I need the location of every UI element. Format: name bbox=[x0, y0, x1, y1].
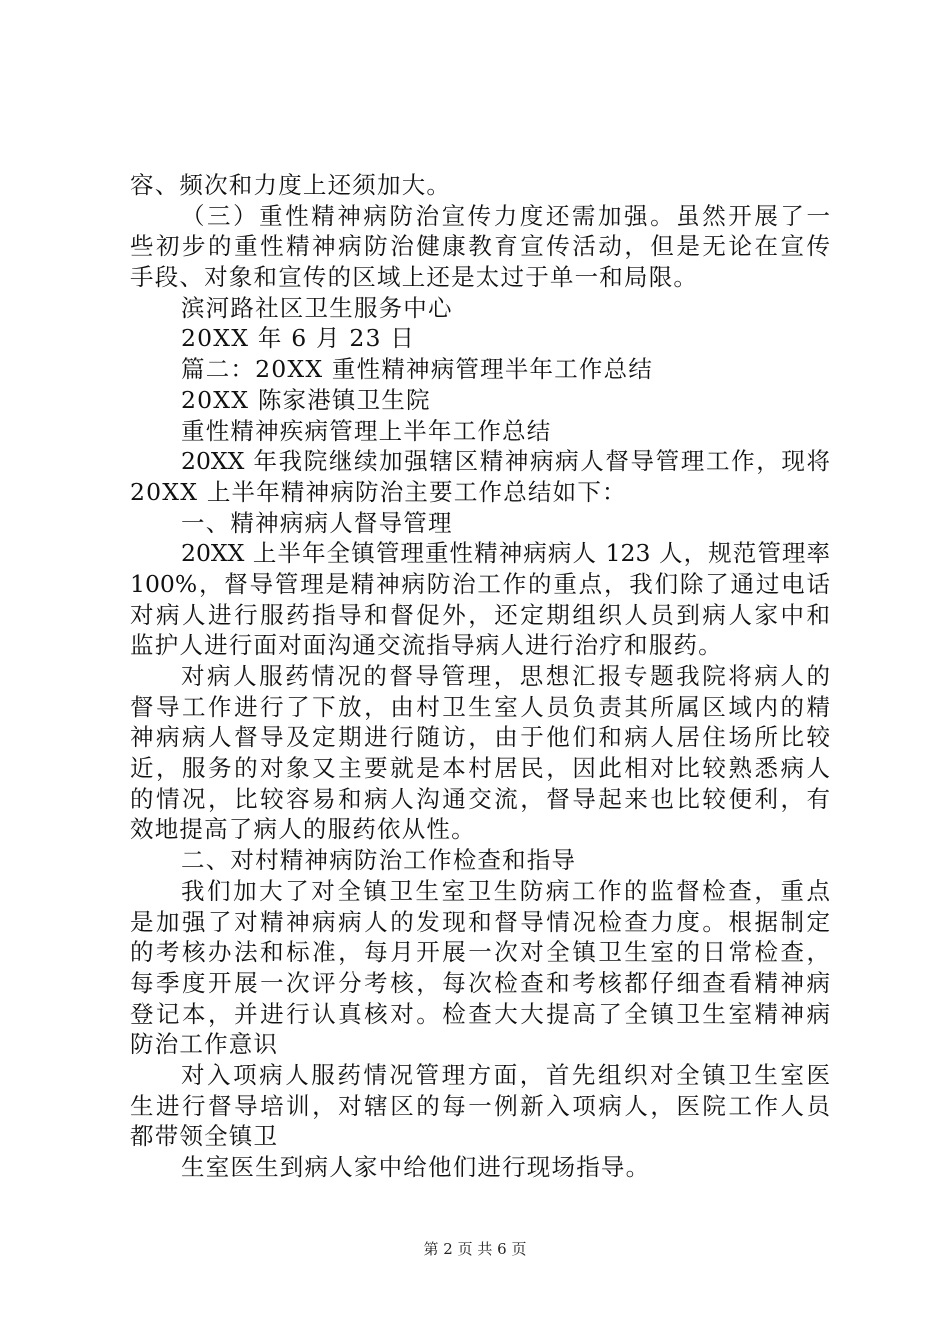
text-line: 对入项病人服药情况管理方面，首先组织对全镇卫生室医 bbox=[181, 1060, 830, 1089]
text-line: 督导工作进行了下放，由村卫生室人员负责其所属区域内的精 bbox=[130, 692, 830, 721]
text-line: 20XX 上半年全镇管理重性精神病病人 123 人，规范管理率 bbox=[181, 539, 830, 568]
text-line: 都带领全镇卫 bbox=[130, 1122, 279, 1151]
text-line: （三）重性精神病防治宣传力度还需加强。虽然开展了一 bbox=[181, 201, 830, 230]
page-footer bbox=[0, 1239, 950, 1259]
text-line: 神病病人督导及定期进行随访，由于他们和病人居住场所比较 bbox=[130, 723, 830, 752]
text-line: 生进行督导培训，对辖区的每一例新入项病人，医院工作人员 bbox=[130, 1091, 830, 1120]
page-number-label: 第 2 页 共 6 页 bbox=[423, 1240, 527, 1258]
text-line: 防治工作意识 bbox=[130, 1030, 279, 1059]
text-line: 我们加大了对全镇卫生室卫生防病工作的监督检查，重点 bbox=[181, 876, 830, 905]
text-line: 重性精神疾病管理上半年工作总结 bbox=[181, 416, 552, 445]
text-line: 每季度开展一次评分考核，每次检查和考核都仔细查看精神病 bbox=[130, 968, 830, 997]
text-line: 容、频次和力度上还须加大。 bbox=[130, 171, 452, 199]
text-line: 手段、对象和宣传的区域上还是太过于单一和局限。 bbox=[130, 263, 699, 292]
text-line: 效地提高了病人的服药依从性。 bbox=[130, 815, 476, 844]
text-line: 20XX 年 6 月 23 日 bbox=[181, 324, 416, 353]
text-line: 20XX 上半年精神病防治主要工作总结如下： bbox=[130, 477, 627, 506]
text-line: 二、对村精神病防治工作检查和指导 bbox=[181, 846, 577, 875]
text-line: 一、精神病病人督导管理 bbox=[181, 508, 453, 537]
text-line: 些初步的重性精神病防治健康教育宣传活动，但是无论在宣传 bbox=[130, 232, 830, 261]
text-line: 监护人进行面对面沟通交流指导病人进行治疗和服药。 bbox=[130, 631, 723, 660]
text-line: 的考核办法和标准，每月开展一次对全镇卫生室的日常检查， bbox=[130, 938, 830, 967]
text-line: 的情况，比较容易和病人沟通交流，督导起来也比较便利，有 bbox=[130, 784, 830, 813]
text-line: 篇二：20XX 重性精神病管理半年工作总结 bbox=[181, 355, 654, 384]
text-line: 是加强了对精神病病人的发现和督导情况检查力度。根据制定 bbox=[130, 907, 830, 936]
text-line: 20XX 陈家港镇卫生院 bbox=[181, 385, 431, 414]
text-line: 生室医生到病人家中给他们进行现场指导。 bbox=[181, 1153, 651, 1181]
text-line: 滨河路社区卫生服务中心 bbox=[181, 293, 453, 322]
document-body bbox=[130, 170, 830, 1183]
text-line: 100%，督导管理是精神病防治工作的重点，我们除了通过电话 bbox=[130, 569, 830, 598]
text-line: 对病人进行服药指导和督促外，还定期组织人员到病人家中和 bbox=[130, 600, 830, 629]
text-line: 对病人服药情况的督导管理，思想汇报专题我院将病人的 bbox=[181, 662, 830, 690]
text-line: 近，服务的对象又主要就是本村居民，因此相对比较熟悉病人 bbox=[130, 754, 830, 783]
text-line: 20XX 年我院继续加强辖区精神病病人督导管理工作，现将 bbox=[181, 447, 830, 476]
text-line: 登记本，并进行认真核对。检查大大提高了全镇卫生室精神病 bbox=[130, 999, 830, 1028]
